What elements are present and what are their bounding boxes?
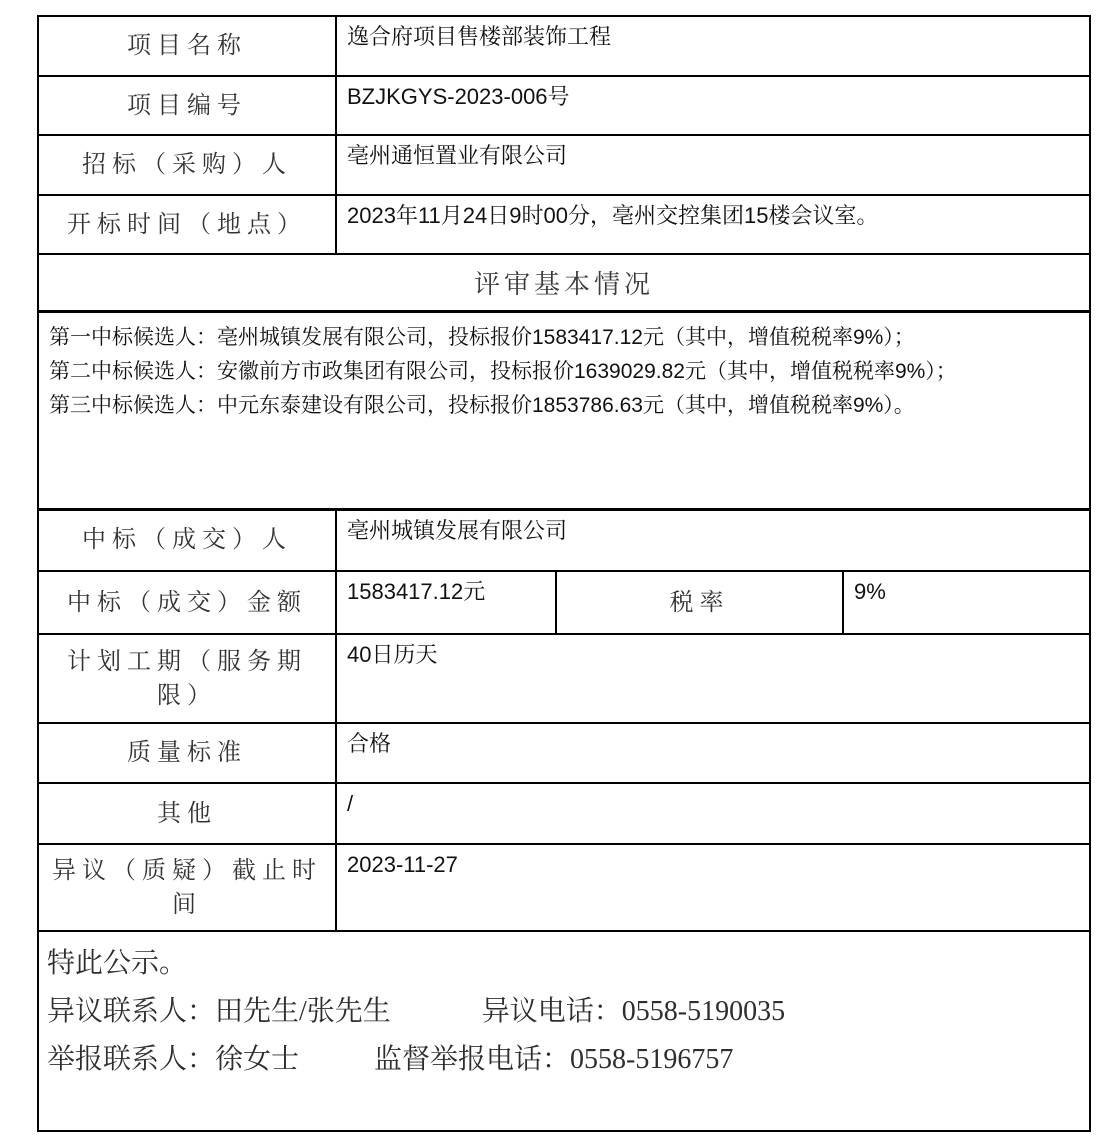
duration-label: 计划工期（服务期限） (38, 634, 336, 723)
objection-contact: 异议联系人：田先生/张先生 (47, 996, 391, 1027)
table-row-bid-opening (38, 195, 1090, 254)
candidates-cell (38, 311, 1090, 509)
table-row-purchaser (38, 135, 1090, 195)
objection-phone: 异议电话：0558-5190035 (481, 996, 786, 1027)
other-value: / (336, 783, 1090, 844)
tax-rate-value: 9% (843, 571, 1090, 634)
amount-label: 中标（成交）金额 (38, 571, 336, 634)
project-name-value: 逸合府项目售楼部装饰工程 (336, 16, 1090, 76)
table-row-quality (38, 723, 1090, 783)
table-row-footer (38, 931, 1090, 1131)
table-row-amount (38, 571, 1090, 634)
table-row-project-number (38, 76, 1090, 135)
table-row-candidates (38, 311, 1090, 509)
quality-value: 合格 (336, 723, 1090, 783)
bid-result-table (37, 15, 1091, 1132)
report-contact: 举报联系人：徐女士 (47, 1044, 300, 1075)
other-label: 其他 (38, 783, 336, 844)
project-number-value: BZJKGYS-2023-006号 (336, 76, 1090, 135)
amount-value: 1583417.12元 (336, 571, 556, 634)
report-phone: 监督举报电话：0558-5196757 (374, 1044, 734, 1075)
review-section-header: 评审基本情况 (38, 254, 1090, 311)
objection-deadline-value: 2023-11-27 (336, 844, 1090, 931)
footer-objection-line (47, 988, 1079, 1036)
candidate-line-3: 第三中标候选人：中元东泰建设有限公司，投标报价1853786.63元（其中，增值税税率9%）。 (49, 393, 915, 417)
candidate-line-1: 第一中标候选人：亳州城镇发展有限公司，投标报价1583417.12元（其中，增值税税率9%）； (49, 325, 915, 349)
table-row-other (38, 783, 1090, 844)
candidate-line-2: 第二中标候选人：安徽前方市政集团有限公司，投标报价1639029.82元（其中，增值税税率9%）； (49, 359, 957, 383)
purchaser-value: 亳州通恒置业有限公司 (336, 135, 1090, 195)
bid-opening-value: 2023年11月24日9时00分，亳州交控集团15楼会议室。 (336, 195, 1090, 254)
table-row-duration (38, 634, 1090, 723)
quality-label: 质量标准 (38, 723, 336, 783)
project-name-label: 项目名称 (38, 16, 336, 76)
footer-announcement: 特此公示。 (47, 948, 188, 979)
project-number-label: 项目编号 (38, 76, 336, 135)
winner-value: 亳州城镇发展有限公司 (336, 509, 1090, 571)
footer-cell (38, 931, 1090, 1131)
table-row-review-header (38, 254, 1090, 311)
objection-deadline-label: 异议（质疑）截止时间 (38, 844, 336, 931)
footer-report-line (47, 1036, 1079, 1084)
duration-value: 40日历天 (336, 634, 1090, 723)
winner-label: 中标（成交）人 (38, 509, 336, 571)
bid-announcement-document (37, 15, 1091, 1132)
purchaser-label: 招标（采购）人 (38, 135, 336, 195)
tax-rate-label: 税率 (556, 571, 843, 634)
table-row-objection-deadline (38, 844, 1090, 931)
table-row-winner (38, 509, 1090, 571)
bid-opening-label: 开标时间（地点） (38, 195, 336, 254)
table-row-project-name (38, 16, 1090, 76)
